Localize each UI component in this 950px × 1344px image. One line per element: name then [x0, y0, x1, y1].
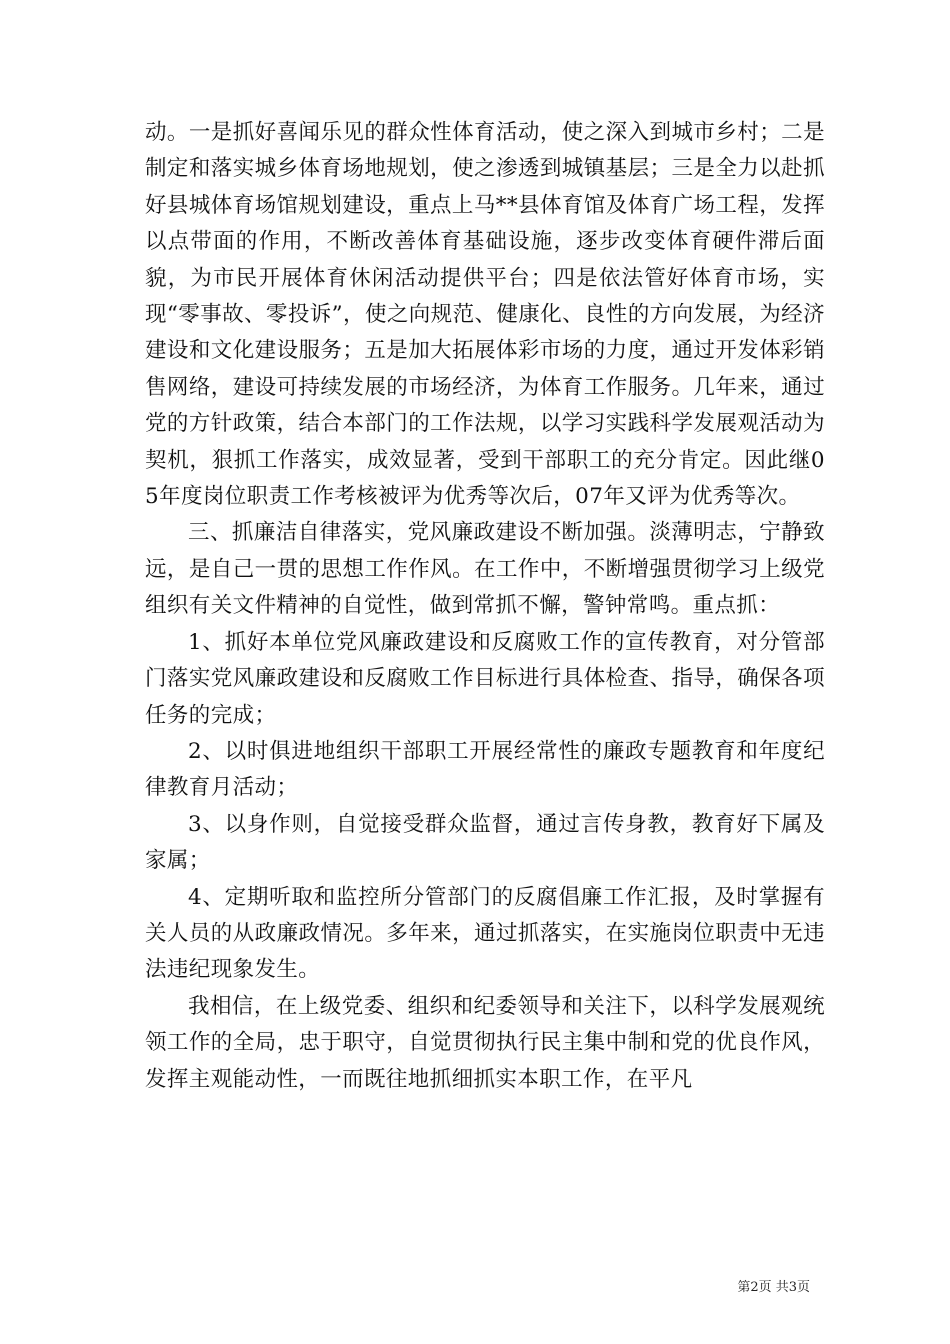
- paragraph-4: 2、以时俱进地组织干部职工开展经常性的廉政专题教育和年度纪律教育月活动；: [145, 738, 825, 801]
- paragraph-3: 1、抓好本单位党风廉政建设和反腐败工作的宣传教育，对分管部门落实党风廉政建设和反腐败工作目标进行具体检查、指导，确保各项任务的完成；: [145, 629, 825, 728]
- page-number: 第2页 共3页: [737, 1280, 810, 1295]
- paragraph-2: 三、抓廉洁自律落实，党风廉政建设不断加强。淡薄明志，宁静致远，是自己一贯的思想工作作风。在工作中，不断增强贯彻学习上级党组织有关文件精神的自觉性，做到常抓不懈，警钟常鸣。重点抓：: [145, 520, 825, 619]
- paragraph-1: 动。一是抓好喜闻乐见的群众性体育活动，使之深入到城市乡村；二是制定和落实城乡体育场地规划，使之渗透到城镇基层；三是全力以赴抓好县城体育场馆规划建设，重点上马**县体育馆及体育广场工程，发挥以点带面的作用，不断改善体育基础设施，逐步改变体育硬件滞后面貌，为市民开展体育休闲活动提供平台；四是依法管好体育市场，实现“零事故、零投诉”，使之向规范、健康化、良性的方向发展，为经济建设和文化建设服务；五是加大拓展体彩市场的力度，通过开发体彩销售网络，建设可持续发展的市场经济，为体育工作服务。几年来，通过党的方针政策，结合本部门的工作法规，以学习实践科学发展观活动为契机，狠抓工作落实，成效显著，受到干部职工的充分肯定。因此继05年度岗位职责工作考核被评为优秀等次后，07年又评为优秀等次。: [145, 120, 825, 510]
- document-body: [145, 115, 825, 1098]
- paragraph-7: 我相信，在上级党委、组织和纪委领导和关注下，以科学发展观统领工作的全局，忠于职守，自觉贯彻执行民主集中制和党的优良作风，发挥主观能动性，一而既往地抓细抓实本职工作，在平凡: [145, 993, 825, 1092]
- paragraph-6: 4、定期听取和监控所分管部门的反腐倡廉工作汇报，及时掌握有关人员的从政廉政情况。多年来，通过抓落实，在实施岗位职责中无违法违纪现象发生。: [145, 884, 825, 983]
- paragraph-5: 3、以身作则，自觉接受群众监督，通过言传身教，教育好下属及家属；: [145, 811, 825, 874]
